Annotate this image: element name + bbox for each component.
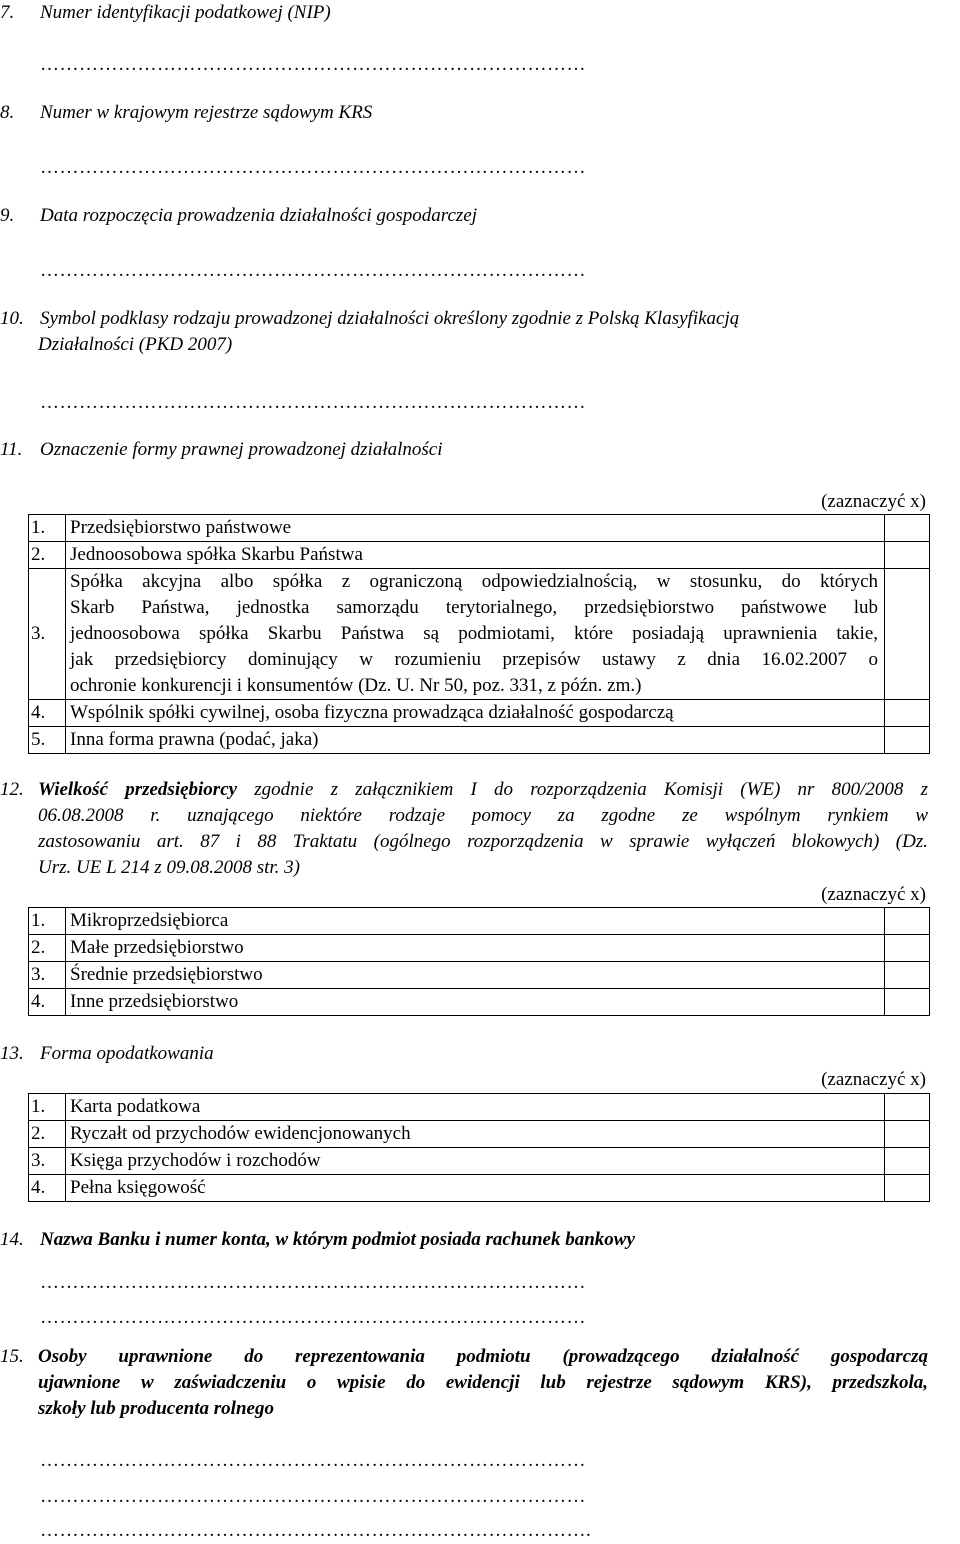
option-number: 3. [29, 569, 66, 700]
mark-cell[interactable] [885, 727, 930, 754]
table-row [29, 569, 930, 700]
section-12-text [38, 777, 928, 803]
mark-cell[interactable] [885, 908, 930, 935]
option-number: 1. [29, 1094, 66, 1121]
option-number: 3. [29, 1148, 66, 1175]
option-label: Średnie przedsiębiorstwo [66, 962, 885, 989]
option-label [66, 569, 885, 700]
section-15-line: szkoły lub producenta rolnego [38, 1398, 274, 1419]
section-number: 13. [0, 1043, 24, 1064]
fill-line[interactable]: ………………………………………………………………………… [40, 1486, 586, 1507]
enterprise-size-table [28, 907, 930, 1016]
option-label: Małe przedsiębiorstwo [66, 935, 885, 962]
taxation-form-table [28, 1093, 930, 1202]
option-label: Ryczałt od przychodów ewidencjonowanych [66, 1121, 885, 1148]
table-row [29, 542, 930, 569]
table-row [29, 515, 930, 542]
option-label: Pełna księgowość [66, 1175, 885, 1202]
section-12-line [38, 777, 928, 803]
option-number: 3. [29, 962, 66, 989]
section-12-line-text: 06.08.2008 r. uznającego niektóre rodzaje pomocy za zgodne ze wspólnym rynkiem w [38, 805, 928, 826]
mark-cell[interactable] [885, 700, 930, 727]
option-number: 2. [29, 542, 66, 569]
section-title: Numer identyfikacji podatkowej (NIP) [40, 2, 331, 23]
fill-line[interactable]: ………………………………………………………………………… [40, 54, 586, 75]
table-row [29, 1121, 930, 1148]
option-label: Przedsiębiorstwo państwowe [66, 515, 885, 542]
table-row [29, 962, 930, 989]
table-row [29, 1175, 930, 1202]
mark-cell[interactable] [885, 935, 930, 962]
section-12-line [38, 803, 928, 829]
mark-cell[interactable] [885, 1121, 930, 1148]
option-label: Księga przychodów i rozchodów [66, 1148, 885, 1175]
mark-cell[interactable] [885, 989, 930, 1016]
section-15-line: ujawnione w zaświadczeniu o wpisie do ewidencji lub rejestrze sądowym KRS), przedszkola, [38, 1372, 928, 1393]
fill-line[interactable]: ………………………………………………………………………… [40, 1307, 586, 1328]
section-12-line-rest: zgodnie z załącznikiem I do rozporządzenia Komisji (WE) nr 800/2008 z [237, 779, 928, 800]
section-15-title [38, 1344, 928, 1422]
section-12-line-text: zastosowaniu art. 87 i 88 Traktatu (ogólnego rozporządzenia w sprawie wyłączeń blokowych) (Dz. [38, 831, 928, 852]
table-row [29, 989, 930, 1016]
option-label: Jednoosobowa spółka Skarbu Państwa [66, 542, 885, 569]
section-15-line: Osoby uprawnione do reprezentowania podmiotu (prowadzącego działalność gospodarczą [38, 1346, 928, 1367]
table-row [29, 908, 930, 935]
section-12-number: 12. [0, 779, 24, 800]
mark-cell[interactable] [885, 1094, 930, 1121]
option-number: 2. [29, 1121, 66, 1148]
option-label: Mikroprzedsiębiorca [66, 908, 885, 935]
option-number: 5. [29, 727, 66, 754]
section-15-number: 15. [0, 1346, 24, 1367]
table-row [29, 935, 930, 962]
option-number: 1. [29, 515, 66, 542]
fill-line[interactable]: ………………………………………………………………………… [40, 1272, 586, 1293]
fill-line[interactable]: ………………………………………………………………………… [40, 157, 586, 178]
mark-instruction: (zaznaczyć x) [821, 1069, 926, 1090]
option-line: Spółka akcyjna albo spółka z ograniczoną odpowiedzialnością, w stosunku, do których [70, 571, 878, 592]
option-line: Skarb Państwa, jednostka samorządu terytorialnego, przedsiębiorstwo państwowe lub [70, 597, 878, 618]
section-title: Wielkość przedsiębiorcy [38, 779, 238, 800]
option-number: 4. [29, 1175, 66, 1202]
fill-line[interactable]: ………………………………………………………………………… [40, 392, 586, 413]
table-row [29, 1148, 930, 1175]
option-label: Inna forma prawna (podać, jaka) [66, 727, 885, 754]
section-title: Numer w krajowym rejestrze sądowym KRS [40, 102, 373, 123]
section-number: 9. [0, 205, 15, 226]
table-row [29, 700, 930, 727]
section-title: Forma opodatkowania [40, 1043, 214, 1064]
fill-line[interactable]: ………………………………………………………………………… [40, 260, 586, 281]
section-number: 14. [0, 1229, 24, 1250]
mark-cell[interactable] [885, 962, 930, 989]
option-label: Karta podatkowa [66, 1094, 885, 1121]
mark-instruction: (zaznaczyć x) [821, 491, 926, 512]
mark-instruction: (zaznaczyć x) [821, 884, 926, 905]
option-line: ochronie konkurencji i konsumentów (Dz. U. Nr 50, poz. 331, z późn. zm.) [70, 675, 642, 696]
section-number: 8. [0, 102, 15, 123]
section-title: Symbol podklasy rodzaju prowadzonej działalności określony zgodnie z Polską Klasyfikacją [40, 308, 740, 329]
option-line: jednoosobowa spółka Skarbu Państwa są podmiotami, które posiadają uprawnienia takie, [70, 623, 878, 644]
section-12-line: Urz. UE L 214 z 09.08.2008 str. 3) [38, 857, 300, 878]
legal-form-table [28, 514, 930, 754]
section-number: 11. [0, 439, 23, 460]
table-row [29, 727, 930, 754]
option-number: 4. [29, 989, 66, 1016]
mark-cell[interactable] [885, 515, 930, 542]
option-label: Inne przedsiębiorstwo [66, 989, 885, 1016]
section-12-line [38, 829, 928, 855]
section-title: Nazwa Banku i numer konta, w którym podmiot posiada rachunek bankowy [40, 1229, 635, 1250]
section-title: Oznaczenie formy prawnej prowadzonej działalności [40, 439, 443, 460]
fill-line[interactable]: ………………………………………………………………………… [40, 1450, 586, 1471]
section-title: Data rozpoczęcia prowadzenia działalności gospodarczej [40, 205, 477, 226]
mark-cell[interactable] [885, 1148, 930, 1175]
option-line: jak przedsiębiorcy dominujący w rozumieniu przepisów ustawy z dnia 16.02.2007 o [70, 649, 878, 670]
section-number: 10. [0, 308, 24, 329]
table-row [29, 1094, 930, 1121]
fill-line[interactable]: …………………………………………………………………………. [40, 1520, 592, 1541]
option-number: 1. [29, 908, 66, 935]
mark-cell[interactable] [885, 542, 930, 569]
mark-cell[interactable] [885, 569, 930, 700]
mark-cell[interactable] [885, 1175, 930, 1202]
option-number: 4. [29, 700, 66, 727]
section-title-cont: Działalności (PKD 2007) [38, 334, 233, 355]
option-number: 2. [29, 935, 66, 962]
section-number: 7. [0, 2, 15, 23]
option-label: Wspólnik spółki cywilnej, osoba fizyczna prowadząca działalność gospodarczą [66, 700, 885, 727]
